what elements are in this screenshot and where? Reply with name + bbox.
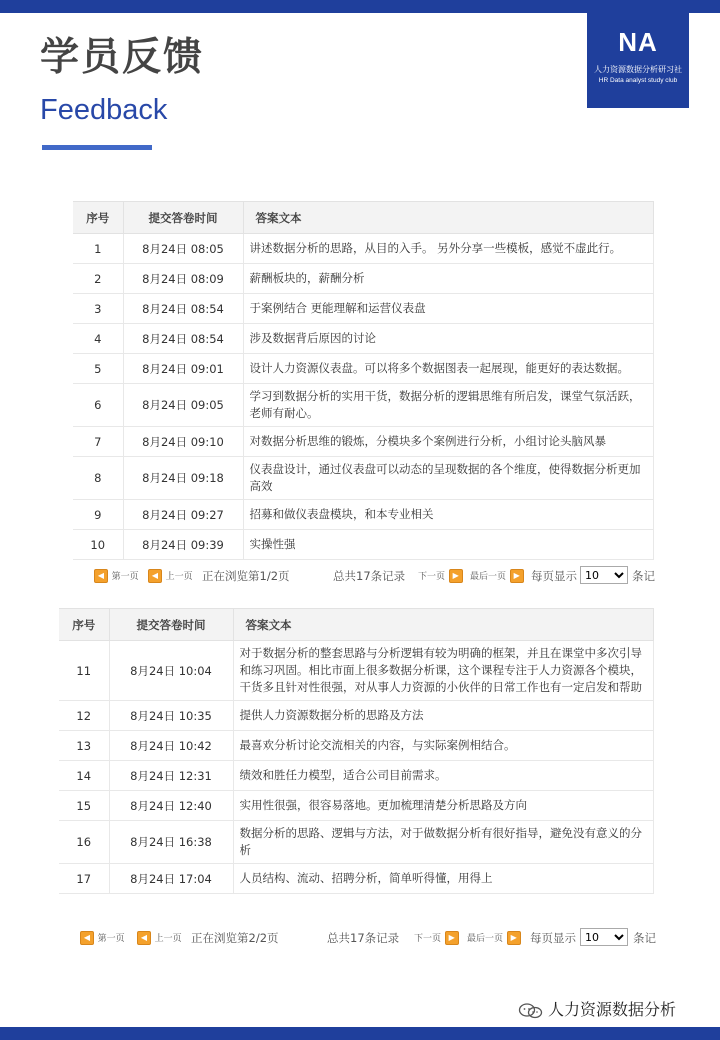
- table-row[interactable]: [59, 641, 653, 701]
- page-status: 正在浏览第1/2页: [202, 569, 290, 583]
- row-time: 8月24日 09:05: [123, 384, 243, 427]
- per-page-label: 每页显示: [530, 931, 576, 945]
- page-subtitle: Feedback: [40, 94, 168, 126]
- row-answer: 数据分析的思路、逻辑与方法，对于做数据分析有很好指导，避免没有意义的分析: [233, 821, 653, 864]
- top-bar: [0, 0, 720, 13]
- page-title: 学员反馈: [40, 35, 205, 80]
- row-time: 8月24日 16:38: [109, 821, 233, 864]
- first-page-icon: ◀: [80, 931, 94, 945]
- per-page-label: 每页显示: [531, 569, 577, 583]
- row-index: 12: [59, 701, 109, 731]
- total-records: 总共17条记录: [327, 931, 400, 945]
- table-row[interactable]: [73, 354, 653, 384]
- row-index: 9: [73, 500, 123, 530]
- prev-page-icon: ◀: [148, 569, 162, 583]
- row-index: 1: [73, 234, 123, 264]
- column-header-index[interactable]: 序号: [73, 202, 123, 234]
- table-header-row: [73, 202, 653, 234]
- table-row[interactable]: [73, 384, 653, 427]
- column-header-answer[interactable]: 答案文本: [243, 202, 653, 234]
- row-index: 5: [73, 354, 123, 384]
- next-page-button[interactable]: 下一页 ▶: [414, 930, 459, 945]
- row-index: 11: [59, 641, 109, 701]
- last-page-button[interactable]: 最后一页 ▶: [470, 568, 524, 583]
- row-time: 8月24日 12:31: [109, 761, 233, 791]
- row-time: 8月24日 10:35: [109, 701, 233, 731]
- row-index: 15: [59, 791, 109, 821]
- next-page-button[interactable]: 下一页 ▶: [418, 568, 463, 583]
- table-row[interactable]: [59, 821, 653, 864]
- total-records: 总共17条记录: [333, 569, 406, 583]
- row-answer: 薪酬板块的，薪酬分析: [243, 264, 653, 294]
- row-time: 8月24日 17:04: [109, 864, 233, 894]
- table-row[interactable]: [73, 294, 653, 324]
- row-answer: 招募和做仪表盘模块，和本专业相关: [243, 500, 653, 530]
- row-answer: 绩效和胜任力模型，适合公司目前需求。: [233, 761, 653, 791]
- title-underline: [42, 145, 152, 150]
- watermark-text: 人力资源数据分析: [548, 1000, 677, 1019]
- table-row[interactable]: [73, 427, 653, 457]
- last-page-button[interactable]: 最后一页 ▶: [467, 930, 521, 945]
- row-time: 8月24日 10:42: [109, 731, 233, 761]
- row-time: 8月24日 09:18: [123, 457, 243, 500]
- bottom-bar: [0, 1027, 720, 1040]
- row-answer: 讲述数据分析的思路，从目的入手。 另外分享一些模板，感觉不虚此行。: [243, 234, 653, 264]
- row-time: 8月24日 09:10: [123, 427, 243, 457]
- table-row[interactable]: [59, 864, 653, 894]
- prev-page-button[interactable]: ◀ 上一页: [137, 930, 182, 945]
- watermark: [518, 997, 676, 1020]
- row-index: 14: [59, 761, 109, 791]
- row-time: 8月24日 09:27: [123, 500, 243, 530]
- row-index: 17: [59, 864, 109, 894]
- row-index: 3: [73, 294, 123, 324]
- row-time: 8月24日 08:09: [123, 264, 243, 294]
- last-page-icon: ▶: [507, 931, 521, 945]
- row-index: 16: [59, 821, 109, 864]
- pagination-bar: [80, 928, 654, 948]
- row-time: 8月24日 08:54: [123, 294, 243, 324]
- row-time: 8月24日 09:39: [123, 530, 243, 560]
- prev-page-icon: ◀: [137, 931, 151, 945]
- row-answer: 提供人力资源数据分析的思路及方法: [233, 701, 653, 731]
- table-row[interactable]: [73, 234, 653, 264]
- row-answer: 设计人力资源仪表盘。可以将多个数据图表一起展现，能更好的表达数据。: [243, 354, 653, 384]
- records-suffix: 条记: [632, 569, 655, 583]
- feedback-table-page-1: [73, 201, 654, 560]
- row-index: 8: [73, 457, 123, 500]
- table-row[interactable]: [59, 761, 653, 791]
- row-answer: 实操性强: [243, 530, 653, 560]
- wechat-icon: [518, 1003, 544, 1019]
- row-time: 8月24日 12:40: [109, 791, 233, 821]
- row-answer: 实用性很强，很容易落地。更加梳理清楚分析思路及方向: [233, 791, 653, 821]
- first-page-button[interactable]: ◀ 第一页: [94, 568, 139, 583]
- row-time: 8月24日 08:05: [123, 234, 243, 264]
- row-index: 4: [73, 324, 123, 354]
- row-answer: 于案例结合 更能理解和运营仪表盘: [243, 294, 653, 324]
- column-header-time[interactable]: 提交答卷时间: [123, 202, 243, 234]
- table-row[interactable]: [73, 530, 653, 560]
- records-suffix: 条记: [633, 931, 656, 945]
- table-body: [73, 234, 653, 560]
- first-page-button[interactable]: ◀ 第一页: [80, 930, 125, 945]
- next-page-icon: ▶: [445, 931, 459, 945]
- row-index: 13: [59, 731, 109, 761]
- feedback-table-page-2: [59, 608, 654, 894]
- column-header-index[interactable]: 序号: [59, 609, 109, 641]
- table-row[interactable]: [73, 500, 653, 530]
- next-page-icon: ▶: [449, 569, 463, 583]
- row-answer: 对数据分析思维的锻炼，分模块多个案例进行分析，小组讨论头脑风暴: [243, 427, 653, 457]
- prev-page-button[interactable]: ◀ 上一页: [148, 568, 193, 583]
- logo-mark: NA: [618, 27, 658, 57]
- table-row[interactable]: [73, 324, 653, 354]
- table-row[interactable]: [73, 264, 653, 294]
- row-answer: 人员结构、流动、招聘分析，简单听得懂，用得上: [233, 864, 653, 894]
- row-answer: 仪表盘设计，通过仪表盘可以动态的呈现数据的各个维度，使得数据分析更加高效: [243, 457, 653, 500]
- row-index: 2: [73, 264, 123, 294]
- per-page-select[interactable]: [580, 566, 628, 584]
- row-answer: 涉及数据背后原因的讨论: [243, 324, 653, 354]
- table-row[interactable]: [73, 457, 653, 500]
- row-index: 6: [73, 384, 123, 427]
- column-header-answer[interactable]: 答案文本: [233, 609, 653, 641]
- logo-name-cn: 人力资源数据分析研习社: [594, 65, 682, 74]
- table-row[interactable]: [59, 731, 653, 761]
- table-body: [59, 641, 653, 894]
- row-time: 8月24日 10:04: [109, 641, 233, 701]
- last-page-icon: ▶: [510, 569, 524, 583]
- logo: [587, 13, 689, 108]
- row-answer: 学习到数据分析的实用干货，数据分析的逻辑思维有所启发，课堂气氛活跃，老师有耐心。: [243, 384, 653, 427]
- table-row[interactable]: [59, 701, 653, 731]
- row-answer: 最喜欢分析讨论交流相关的内容，与实际案例相结合。: [233, 731, 653, 761]
- logo-name-en: HR Data analyst study club: [598, 76, 678, 84]
- table-header-row: [59, 609, 653, 641]
- column-header-time[interactable]: 提交答卷时间: [109, 609, 233, 641]
- row-time: 8月24日 09:01: [123, 354, 243, 384]
- row-index: 10: [73, 530, 123, 560]
- row-answer: 对于数据分析的整套思路与分析逻辑有较为明确的框架，并且在课堂中多次引导和练习巩固。相比市面上很多数据分析课，这个课程专注于人力资源各个模块，干货多且针对性很强，对从事人力资源的小伙伴的日常工作也有一定启发和帮助: [233, 641, 653, 701]
- pagination-bar: [94, 566, 654, 586]
- table-row[interactable]: [59, 791, 653, 821]
- per-page-select[interactable]: [580, 928, 628, 946]
- page-status: 正在浏览第2/2页: [191, 931, 279, 945]
- first-page-icon: ◀: [94, 569, 108, 583]
- row-time: 8月24日 08:54: [123, 324, 243, 354]
- row-index: 7: [73, 427, 123, 457]
